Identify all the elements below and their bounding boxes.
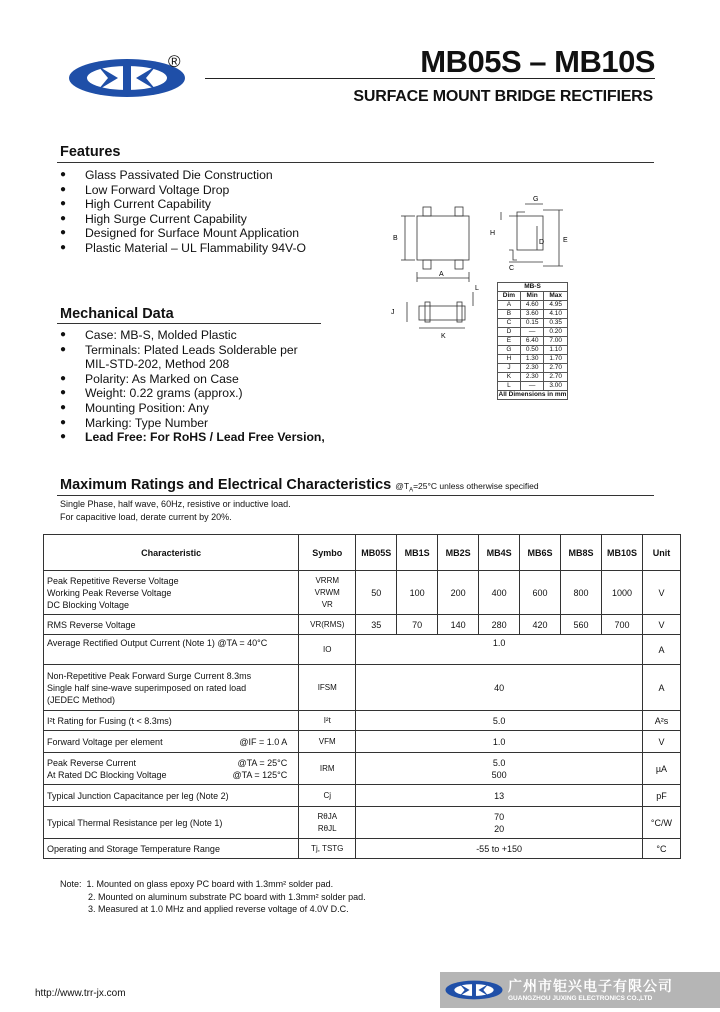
value-line: 20 xyxy=(494,823,505,834)
notes-block xyxy=(60,878,366,916)
list-item: ● Mounting Position: Any xyxy=(60,401,325,416)
char-text: Peak Reverse Current xyxy=(47,757,137,768)
dim-cell: 0.20 xyxy=(544,328,568,337)
dim-label-d: D xyxy=(539,239,545,246)
list-item: ● Terminals: Plated Leads Solderable per xyxy=(60,343,325,358)
value-cell xyxy=(356,807,643,839)
dim-cell: 6.40 xyxy=(520,337,544,346)
unit-cell: V xyxy=(642,615,680,635)
char-line xyxy=(47,757,295,769)
dim-cell: 1.10 xyxy=(544,346,568,355)
table-row xyxy=(44,731,681,753)
value-line: 500 xyxy=(491,769,507,780)
value-cell: 13 xyxy=(356,785,643,807)
unit-cell: A²s xyxy=(642,711,680,731)
notes-label: Note: xyxy=(60,879,82,889)
dim-cell: H xyxy=(498,355,521,364)
header-cell: MB05S xyxy=(356,535,397,571)
header-cell: Unit xyxy=(642,535,680,571)
dim-label-g: G xyxy=(533,196,539,203)
dim-cell: 2.30 xyxy=(520,373,544,382)
value-cell: 700 xyxy=(601,615,642,635)
dim-cell: 2.70 xyxy=(544,373,568,382)
value-line: 70 xyxy=(494,811,505,822)
char-line: (JEDEC Method) xyxy=(47,694,116,705)
dim-cell: D xyxy=(498,328,521,337)
value-cell xyxy=(356,753,643,785)
ratings-condition xyxy=(395,481,539,494)
header-cell: Symbo xyxy=(299,535,356,571)
value-cell: 40 xyxy=(356,665,643,711)
char-line: Peak Repetitive Reverse Voltage xyxy=(47,575,179,586)
list-item: ● High Surge Current Capability xyxy=(60,212,306,227)
char-cell xyxy=(44,753,299,785)
footer-company-cn: 广州市钜兴电子有限公司 xyxy=(508,978,673,994)
dim-cell: 7.00 xyxy=(544,337,568,346)
condition-text: @IF = 1.0 A xyxy=(239,736,288,747)
value-cell: 420 xyxy=(520,615,561,635)
value-cell: 5.0 xyxy=(356,711,643,731)
features-list xyxy=(60,168,306,256)
dim-cell: 3.00 xyxy=(544,382,568,391)
dim-cell: A xyxy=(498,301,521,310)
dim-cell: 3.60 xyxy=(520,310,544,319)
registered-mark: ® xyxy=(168,52,181,71)
list-item: ● Glass Passivated Die Construction xyxy=(60,168,306,183)
unit-cell: V xyxy=(642,571,680,615)
ratings-note-1: Single Phase, half wave, 60Hz, resistive or inductive load. xyxy=(60,499,291,509)
ratings-title: Maximum Ratings and Electrical Characteristics xyxy=(60,477,392,493)
char-cell: Operating and Storage Temperature Range xyxy=(44,839,299,859)
table-row xyxy=(44,615,681,635)
dim-cell: 4.10 xyxy=(544,310,568,319)
char-cell xyxy=(44,665,299,711)
unit-cell: A xyxy=(642,635,680,665)
unit-cell: µA xyxy=(642,753,680,785)
symbol-line: RθJL xyxy=(317,823,337,833)
dim-cell: 2.70 xyxy=(544,364,568,373)
value-cell: 140 xyxy=(438,615,479,635)
mechanical-rule xyxy=(57,323,321,324)
value-cell: 800 xyxy=(561,571,602,615)
header-cell: MB4S xyxy=(479,535,520,571)
table-row xyxy=(44,711,681,731)
dim-cell: E xyxy=(498,337,521,346)
dim-table-footer: All Dimensions in mm xyxy=(498,391,567,398)
dim-cell: K xyxy=(498,373,521,382)
dim-label-b: B xyxy=(393,235,398,242)
value-cell: 70 xyxy=(397,615,438,635)
symbol-cell: VR(RMS) xyxy=(299,615,356,635)
dimension-table xyxy=(497,282,568,400)
char-line xyxy=(47,769,295,781)
value-line: 5.0 xyxy=(492,757,506,768)
cond-rest: =25°C unless otherwise specified xyxy=(413,481,539,491)
cond-prefix: @T xyxy=(395,481,410,491)
symbol-line: VRRM xyxy=(315,575,340,585)
symbol-cell: Cj xyxy=(299,785,356,807)
page-title: MB05S – MB10S xyxy=(420,44,655,79)
dim-table-header: Dim xyxy=(498,292,521,301)
symbol-line: VRWM xyxy=(314,587,340,597)
symbol-line: RθJA xyxy=(317,811,338,821)
note-text: 1. Mounted on glass epoxy PC board with 1.3mm² solder pad. xyxy=(86,879,334,889)
char-line: Working Peak Reverse Voltage xyxy=(47,587,172,598)
dim-cell: 4.60 xyxy=(520,301,544,310)
dim-cell: 1.70 xyxy=(544,355,568,364)
dim-label-j: J xyxy=(391,309,395,316)
symbol-cell: VFM xyxy=(299,731,356,753)
char-line: Single half sine-wave superimposed on rated load xyxy=(47,682,247,693)
unit-cell: °C/W xyxy=(642,807,680,839)
dim-cell: G xyxy=(498,346,521,355)
footer-company-en: GUANGZHOU JUXING ELECTRONICS CO.,LTD xyxy=(508,995,653,1002)
unit-cell: A xyxy=(642,665,680,711)
table-row xyxy=(44,753,681,785)
list-item: ● Marking: Type Number xyxy=(60,416,325,431)
value-cell: 1000 xyxy=(601,571,642,615)
dim-cell: J xyxy=(498,364,521,373)
symbol-cell: Tj, TSTG xyxy=(299,839,356,859)
value-cell: 1.0 xyxy=(356,635,643,665)
table-row xyxy=(44,665,681,711)
dim-cell: 0.15 xyxy=(520,319,544,328)
char-cell: RMS Reverse Voltage xyxy=(44,615,299,635)
list-item: ● Plastic Material – UL Flammability 94V-O xyxy=(60,241,306,256)
header-cell: Characteristic xyxy=(44,535,299,571)
symbol-cell xyxy=(299,807,356,839)
package-top-view xyxy=(385,190,585,286)
symbol-cell xyxy=(299,571,356,615)
footer-url[interactable]: http://www.trr-jx.com xyxy=(35,988,126,999)
dim-cell: 0.50 xyxy=(520,346,544,355)
dim-cell: 2.30 xyxy=(520,364,544,373)
features-rule xyxy=(57,162,654,163)
header-cell: MB2S xyxy=(438,535,479,571)
cond-sub: A xyxy=(409,487,414,494)
header-cell: MB8S xyxy=(561,535,602,571)
char-line: DC Blocking Voltage xyxy=(47,599,130,610)
dim-label-l: L xyxy=(475,285,479,292)
value-cell: 50 xyxy=(356,571,397,615)
char-line: Non-Repetitive Peak Forward Surge Current 8.3ms xyxy=(47,670,252,681)
char-text: Forward Voltage per element xyxy=(47,736,163,747)
symbol-cell: IFSM xyxy=(299,665,356,711)
list-item: ● Low Forward Voltage Drop xyxy=(60,183,306,198)
footer-logo xyxy=(445,978,503,1002)
dim-cell: L xyxy=(498,382,521,391)
value-cell: 560 xyxy=(561,615,602,635)
dim-label-a: A xyxy=(439,271,444,278)
value-cell: 600 xyxy=(520,571,561,615)
symbol-line: VR xyxy=(321,599,333,609)
value-cell: -55 to +150 xyxy=(356,839,643,859)
dim-cell: — xyxy=(520,382,544,391)
dim-table-title: MB-S xyxy=(498,283,568,292)
note-text: 2. Mounted on aluminum substrate PC board with 1.3mm² solder pad. xyxy=(88,891,366,902)
header-cell: MB1S xyxy=(397,535,438,571)
dim-cell: 1.30 xyxy=(520,355,544,364)
char-cell: Typical Thermal Resistance per leg (Note 1) xyxy=(44,807,299,839)
mechanical-list xyxy=(60,328,325,445)
note-line xyxy=(60,878,366,891)
char-cell: Typical Junction Capacitance per leg (Note 2) xyxy=(44,785,299,807)
list-item: ● Lead Free: For RoHS / Lead Free Version, xyxy=(60,430,325,445)
dim-label-e: E xyxy=(563,237,568,244)
dim-label-k: K xyxy=(441,333,446,340)
dim-cell: 0.35 xyxy=(544,319,568,328)
note-text: 3. Measured at 1.0 MHz and applied reverse voltage of 4.0V D.C. xyxy=(88,904,349,914)
char-cell: I²t Rating for Fusing (t < 8.3ms) xyxy=(44,711,299,731)
features-heading: Features xyxy=(60,144,121,160)
ratings-heading xyxy=(60,477,539,494)
list-item: ● Case: MB-S, Molded Plastic xyxy=(60,328,325,343)
value-cell: 1.0 xyxy=(356,731,643,753)
mechanical-heading: Mechanical Data xyxy=(60,306,174,322)
unit-cell: °C xyxy=(642,839,680,859)
dim-cell: — xyxy=(520,328,544,337)
table-row xyxy=(44,635,681,665)
ratings-note-2: For capacitive load, derate current by 20%. xyxy=(60,512,232,522)
table-row xyxy=(44,839,681,859)
symbol-cell: IO xyxy=(299,635,356,665)
dim-table-header: Max xyxy=(544,292,568,301)
table-header-row xyxy=(44,535,681,571)
list-item-continued: MIL-STD-202, Method 208 xyxy=(85,357,230,372)
dim-table-header: Min xyxy=(520,292,544,301)
dim-cell: B xyxy=(498,310,521,319)
unit-cell: pF xyxy=(642,785,680,807)
ratings-rule xyxy=(57,495,654,496)
list-item: ● Designed for Surface Mount Application xyxy=(60,226,306,241)
value-cell: 35 xyxy=(356,615,397,635)
table-row xyxy=(44,785,681,807)
value-cell: 280 xyxy=(479,615,520,635)
symbol-cell: I²t xyxy=(299,711,356,731)
char-cell xyxy=(44,731,299,753)
char-text: At Rated DC Blocking Voltage xyxy=(47,769,167,780)
list-item: ● High Current Capability xyxy=(60,197,306,212)
table-row xyxy=(44,807,681,839)
value-cell: 200 xyxy=(438,571,479,615)
dim-cell: C xyxy=(498,319,521,328)
header-cell: MB6S xyxy=(520,535,561,571)
list-item: ● Polarity: As Marked on Case xyxy=(60,372,325,387)
page-subtitle: SURFACE MOUNT BRIDGE RECTIFIERS xyxy=(353,88,653,105)
char-cell xyxy=(44,571,299,615)
symbol-cell: IRM xyxy=(299,753,356,785)
dim-label-h: H xyxy=(490,230,496,237)
dim-label-c: C xyxy=(509,265,515,272)
list-item: ● Weight: 0.22 grams (approx.) xyxy=(60,386,325,401)
value-cell: 100 xyxy=(397,571,438,615)
header-cell: MB10S xyxy=(601,535,642,571)
value-cell: 400 xyxy=(479,571,520,615)
ratings-table xyxy=(43,534,681,859)
dim-cell: 4.95 xyxy=(544,301,568,310)
condition-text: @TA = 25°C xyxy=(237,757,288,768)
package-side-view xyxy=(385,282,495,342)
table-row xyxy=(44,571,681,615)
condition-text: @TA = 125°C xyxy=(232,769,288,780)
char-cell: Average Rectified Output Current (Note 1) @TA = 40°C xyxy=(44,635,299,665)
unit-cell: V xyxy=(642,731,680,753)
